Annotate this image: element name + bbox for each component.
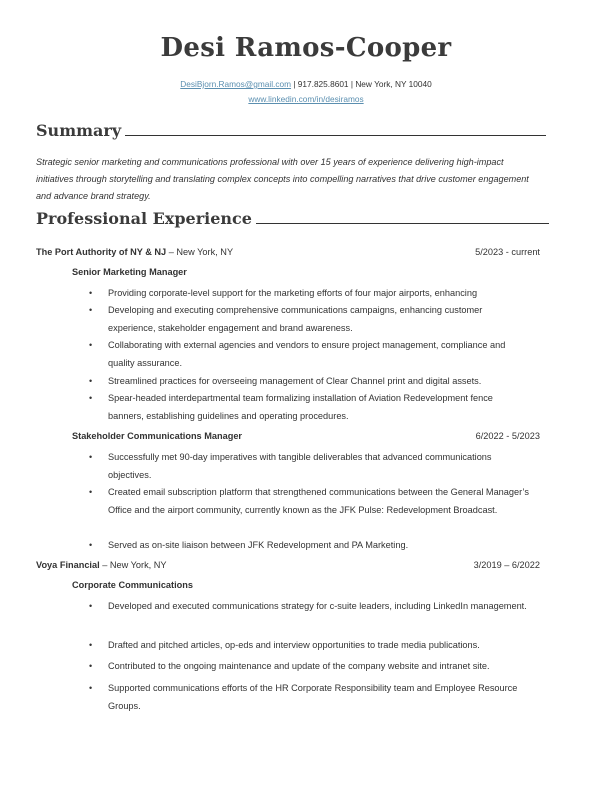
job-dates: 3/2019 – 6/2022 <box>473 560 540 570</box>
list-item-text: Supported communications efforts of the HR Corporate Responsibility team and Employee Resource Groups. <box>108 683 518 711</box>
bullet-icon: • <box>89 288 93 298</box>
bullet-icon: • <box>89 305 93 315</box>
section-divider <box>256 223 549 224</box>
job-org: Voya Financial <box>36 560 100 570</box>
job-org-line <box>36 247 233 257</box>
list-item <box>90 285 530 303</box>
job-location: – New York, NY <box>99 560 167 570</box>
job-dates: 5/2023 - current <box>475 247 540 257</box>
section-divider <box>125 135 546 136</box>
list-item <box>90 373 530 391</box>
summary-heading <box>36 118 546 140</box>
role-header <box>72 265 540 279</box>
list-item <box>90 537 530 555</box>
bullet-icon: • <box>89 487 93 497</box>
bullet-icon: • <box>89 452 93 462</box>
candidate-name: Desi Ramos-Cooper <box>160 33 452 63</box>
role-title: Corporate Communications <box>72 580 193 590</box>
list-item-text: Providing corporate-level support for the marketing efforts of four major airports, enhancing <box>108 288 478 298</box>
job-location: – New York, NY <box>166 247 234 257</box>
role-title: Stakeholder Communications Manager <box>72 431 243 441</box>
list-item-text: Spear-headed interdepartmental team formalizing installation of Aviation Redevelopment fence banners, establishing guidelines and operating procedures. <box>108 393 493 421</box>
list-item <box>90 449 530 484</box>
list-item <box>90 680 530 715</box>
list-item-text: Successfully met 90-day imperatives with tangible deliverables that advanced communications objectives. <box>108 452 492 480</box>
list-item <box>90 337 530 372</box>
job-header <box>36 245 540 259</box>
list-item-text: Developing and executing comprehensive communications campaigns, enhancing customer experience, stakeholder engagement and brand awareness. <box>108 305 483 333</box>
bullet-icon: • <box>89 640 93 650</box>
list-item <box>90 658 530 676</box>
bullet-icon: • <box>89 376 93 386</box>
bullet-icon: • <box>89 683 93 693</box>
list-item-text: Created email subscription platform that strengthened communications between the General Manager’s Office and the airport community, currently known as the JFK Pulse: Redevelopment Broadcast. <box>108 487 529 515</box>
list-item-text: Collaborating with external agencies and vendors to ensure project management, compliance and quality assurance. <box>108 340 506 368</box>
linkedin-link[interactable]: www.linkedin.com/in/desiramos <box>248 94 364 104</box>
experience-title: Professional Experience <box>36 209 252 228</box>
summary-text: Strategic senior marketing and communications professional with over 15 years of experience delivering high-impact initiatives through storytelling and translating complex concepts into compelling narratives that drive customer engagement and advance brand strategy. <box>36 157 529 201</box>
list-item-text: Served as on-site liaison between JFK Redevelopment and PA Marketing. <box>108 540 409 550</box>
list-item <box>90 484 530 519</box>
phone-location: | 917.825.8601 | New York, NY 10040 <box>291 79 432 89</box>
list-item-text: Drafted and pitched articles, op-eds and interview opportunities to trade media publications. <box>108 640 480 650</box>
experience-heading <box>36 206 549 228</box>
role-dates: 6/2022 - 5/2023 <box>475 431 540 441</box>
linkedin-line <box>0 94 612 104</box>
bullet-icon: • <box>89 340 93 350</box>
contact-line <box>0 79 612 89</box>
list-item <box>90 637 530 655</box>
bullet-icon: • <box>89 393 93 403</box>
job-org: The Port Authority of NY & NJ <box>36 247 167 257</box>
bullet-icon: • <box>89 540 93 550</box>
list-item <box>90 302 530 337</box>
list-item-text: Contributed to the ongoing maintenance and update of the company website and intranet site. <box>108 661 490 671</box>
summary-title: Summary <box>36 121 122 140</box>
job-org-line <box>36 560 167 570</box>
role-header <box>72 429 540 443</box>
list-item-text: Streamlined practices for overseeing management of Clear Channel print and digital assets. <box>108 376 482 386</box>
role-title: Senior Marketing Manager <box>72 267 187 277</box>
email-link[interactable]: DesiBjorn.Ramos@gmail.com <box>180 79 292 89</box>
list-item-text: Developed and executed communications strategy for c-suite leaders, including LinkedIn management. <box>108 601 527 611</box>
bullet-icon: • <box>89 601 93 611</box>
list-item <box>90 598 530 616</box>
job-header <box>36 558 540 572</box>
bullet-icon: • <box>89 661 93 671</box>
role-header <box>72 578 540 592</box>
list-item <box>90 390 530 425</box>
